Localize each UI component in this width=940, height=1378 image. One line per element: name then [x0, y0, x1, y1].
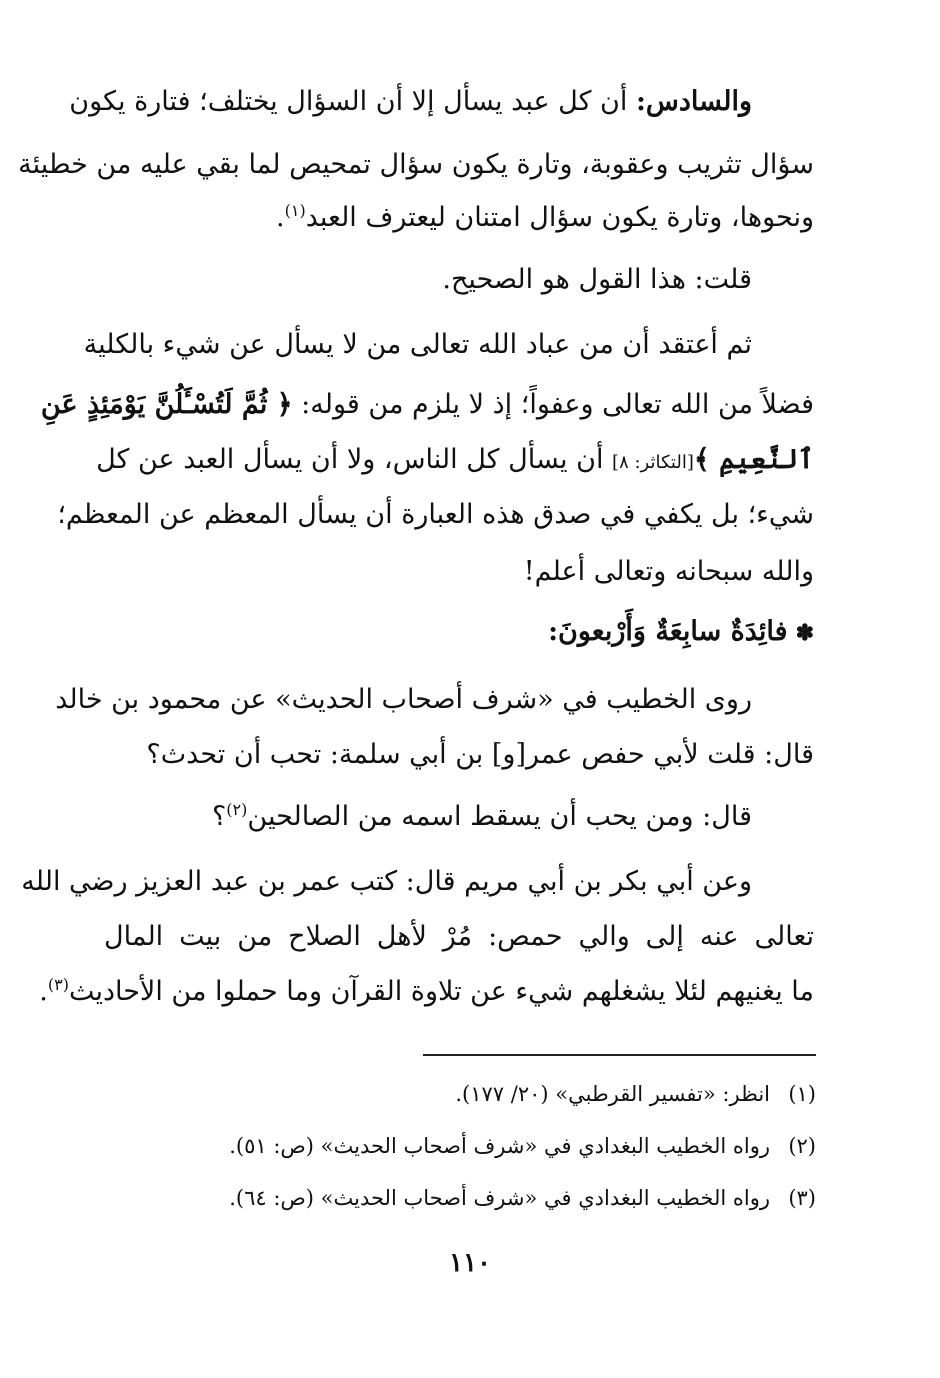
- footnote-ref-1[interactable]: (١): [284, 201, 306, 220]
- section-heading: [104, 612, 814, 653]
- paragraph-1-line-3-end: .: [276, 202, 285, 233]
- paragraph-6-line-2: تعالى عنه إلى والي حمص: مُرْ لأهل الصلاح من بيت المال: [104, 921, 814, 952]
- paragraph-1-line-3: [104, 198, 814, 238]
- paragraph-4-line-2: قال: قلت لأبي حفص عمر[و] بن أبي سلمة: تحب أن تحدث؟: [146, 739, 814, 770]
- footnote-3: [106, 1182, 816, 1214]
- section-heading-text: فائِدَةٌ سابِعَةٌ وَأَرْبعونَ:: [548, 616, 788, 647]
- quran-verse-part-2: ٱلنَّعِيمِ ﴾: [693, 444, 814, 475]
- page-number: ١١٠: [449, 1248, 491, 1278]
- footnote-ref-2[interactable]: (٢): [226, 800, 248, 819]
- paragraph-1-line-1: [69, 82, 814, 122]
- footnote-1-text: انظر: «تفسير القرطبي» (٢٠/ ١٧٧).: [455, 1082, 770, 1106]
- footnote-2-text: رواه الخطيب البغدادي في «شرف أصحاب الحديث» (ص: ٥١).: [229, 1134, 770, 1158]
- paragraph-3-line-1: ثم أعتقد أن من عباد الله تعالى من لا يسأل عن شيء بالكلية: [83, 329, 752, 360]
- paragraph-6-line-3-text: ما يغنيهم لئلا يشغلهم شيء عن تلاوة القرآن وما حملوا من الأحاديث: [68, 976, 814, 1007]
- paragraph-3-line-3-text: أن يسأل كل الناس، ولا أن يسأل العبد عن كل: [96, 444, 613, 475]
- paragraph-5-end: ؟: [211, 801, 227, 832]
- paragraph-6-line-3: [39, 972, 814, 1012]
- paragraph-6-line-1: وعن أبي بكر بن أبي مريم قال: كتب عمر بن عبد العزيز رضي الله: [21, 866, 752, 897]
- paragraph-3-line-5: والله سبحانه وتعالى أعلم!: [523, 556, 814, 587]
- paragraph-5-text: قال: ومن يحب أن يسقط اسمه من الصالحين: [247, 801, 752, 832]
- paragraph-1-lead: والسادس:: [635, 86, 752, 117]
- paragraph-4-line-1: روى الخطيب في «شرف أصحاب الحديث» عن محمود بن خالد: [55, 684, 752, 715]
- paragraph-6-line-3-end: .: [39, 976, 48, 1007]
- paragraph-5: [104, 797, 814, 837]
- footnote-ref-3[interactable]: (٣): [47, 975, 69, 994]
- paragraph-2: قلت: هذا القول هو الصحيح.: [442, 264, 752, 295]
- paragraph-3-line-2: [40, 385, 814, 425]
- footnote-2-number: (٢): [788, 1134, 816, 1158]
- star-icon: ✽: [795, 620, 814, 646]
- paragraph-1-line-2: سؤال تثريب وعقوبة، وتارة يكون سؤال تمحيص لما بقي عليه من خطيئة: [18, 149, 814, 180]
- quran-citation: [التكاثر: ٨]: [612, 452, 694, 473]
- footnote-3-text: رواه الخطيب البغدادي في «شرف أصحاب الحديث» (ص: ٦٤).: [229, 1186, 770, 1210]
- paragraph-3-line-4: شيء؛ بل يكفي في صدق هذه العبارة أن يسأل المعظم عن المعظم؛: [57, 499, 814, 530]
- quran-verse-part-1: ﴿ ثُمَّ لَتُسْـَٔلُنَّ يَوْمَئِذٍ عَنِ: [40, 389, 293, 420]
- paragraph-1-line-3-text: ونحوها، وتارة يكون سؤال امتنان ليعترف العبد: [305, 202, 814, 233]
- footnote-1-number: (١): [788, 1082, 816, 1106]
- footnote-2: [106, 1130, 816, 1162]
- footnote-3-number: (٣): [788, 1186, 816, 1210]
- paragraph-3-line-3: [96, 440, 814, 483]
- paragraph-1-line-1-text: أن كل عبد يسأل إلا أن السؤال يختلف؛ فتارة يكون: [69, 86, 636, 117]
- paragraph-3-line-2-text: فضلاً من الله تعالى وعفواً؛ إذ لا يلزم من قوله:: [292, 389, 814, 420]
- footnote-1: [106, 1078, 816, 1110]
- footnote-separator: [423, 1054, 816, 1056]
